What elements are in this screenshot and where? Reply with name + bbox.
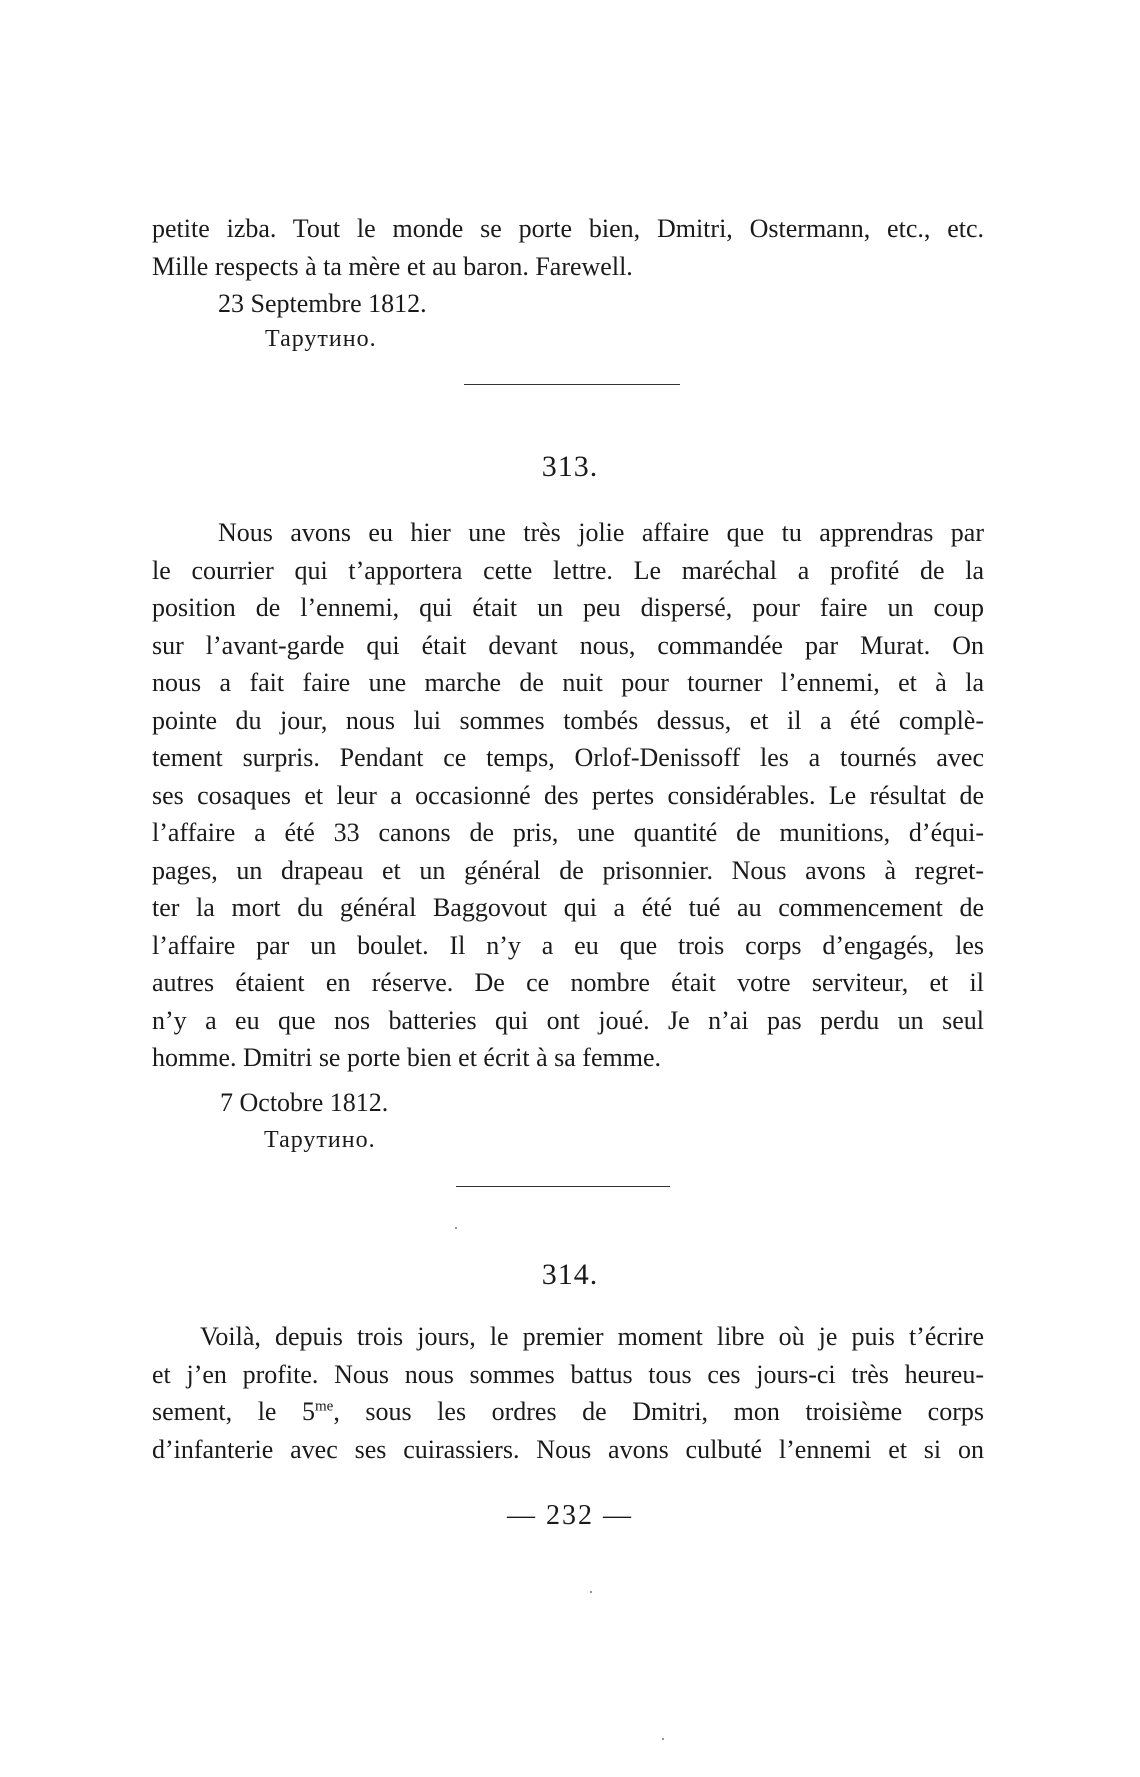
letter-312-date: 23 Septembre 1812. — [218, 289, 427, 318]
letter-313-place: Тарутино. — [264, 1127, 376, 1153]
letter-312-place: Тарутино. — [265, 326, 377, 352]
section-divider — [464, 384, 680, 385]
text-line: n’y a eu que nos batteries qui ont joué. Je n’ai pas perdu un seul — [152, 1005, 984, 1035]
letter-313-date: 7 Octobre 1812. — [220, 1088, 389, 1117]
text-line: pointe du jour, nous lui sommes tombés dessus, et il a été complè- — [152, 705, 984, 735]
text-line: le courrier qui t’apportera cette lettre. Le maréchal a profité de la — [152, 555, 984, 585]
text-line: Mille respects à ta mère et au baron. Farewell. — [152, 251, 633, 281]
letter-314-number: 314. — [541, 1258, 599, 1291]
text-line — [152, 1393, 984, 1431]
scan-speck — [455, 1227, 457, 1229]
text-line: ter la mort du général Baggovout qui a été tué au commencement de — [152, 893, 984, 922]
page-number: — 232 — — [507, 1500, 633, 1531]
letter-313-text — [152, 514, 984, 1077]
text-line: l’affaire a été 33 canons de pris, une quantité de munitions, d’équi- — [152, 818, 984, 847]
text-line: l’affaire par un boulet. Il n’y a eu que trois corps d’engagés, les — [152, 930, 984, 960]
text-line: petite izba. Tout le monde se porte bien, Dmitri, Ostermann, etc., etc. — [152, 214, 984, 243]
text-line: Nous avons eu hier une très jolie affaire que tu apprendras par — [218, 518, 984, 547]
letter-313-number: 313. — [541, 450, 599, 483]
superscript: me — [315, 1398, 334, 1415]
letter-312-text — [152, 210, 984, 285]
scan-speck — [662, 1738, 664, 1740]
text-fragment: sement, le 5 — [152, 1397, 316, 1426]
section-divider — [456, 1186, 670, 1187]
text-line: d’infanterie avec ses cuirassiers. Nous avons culbuté l’ennemi et si on — [152, 1434, 984, 1464]
text-line: homme. Dmitri se porte bien et écrit à sa femme. — [152, 1043, 661, 1072]
text-fragment: , sous les ordres de Dmitri, mon troisième corps — [333, 1397, 984, 1426]
text-line: pages, un drapeau et un général de prisonnier. Nous avons à regret- — [152, 855, 984, 885]
text-line: et j’en profite. Nous nous sommes battus tous ces jours-ci très heureu- — [152, 1359, 984, 1389]
text-line: ses cosaques et leur a occasionné des pertes considérables. Le résultat de — [152, 780, 984, 810]
letter-314-text — [152, 1318, 984, 1468]
text-line: tement surpris. Pendant ce temps, Orlof-Denissoff les a tournés avec — [152, 743, 984, 772]
text-line: nous a fait faire une marche de nuit pour tourner l’ennemi, et à la — [152, 668, 984, 697]
text-line: sur l’avant-garde qui était devant nous, commandée par Murat. On — [152, 630, 984, 660]
text-line: autres étaient en réserve. De ce nombre était votre serviteur, et il — [152, 968, 984, 997]
text-line: position de l’ennemi, qui était un peu dispersé, pour faire un coup — [152, 593, 984, 622]
scan-speck — [590, 1591, 592, 1593]
text-line: Voilà, depuis trois jours, le premier moment libre où je puis t’écrire — [200, 1322, 984, 1351]
